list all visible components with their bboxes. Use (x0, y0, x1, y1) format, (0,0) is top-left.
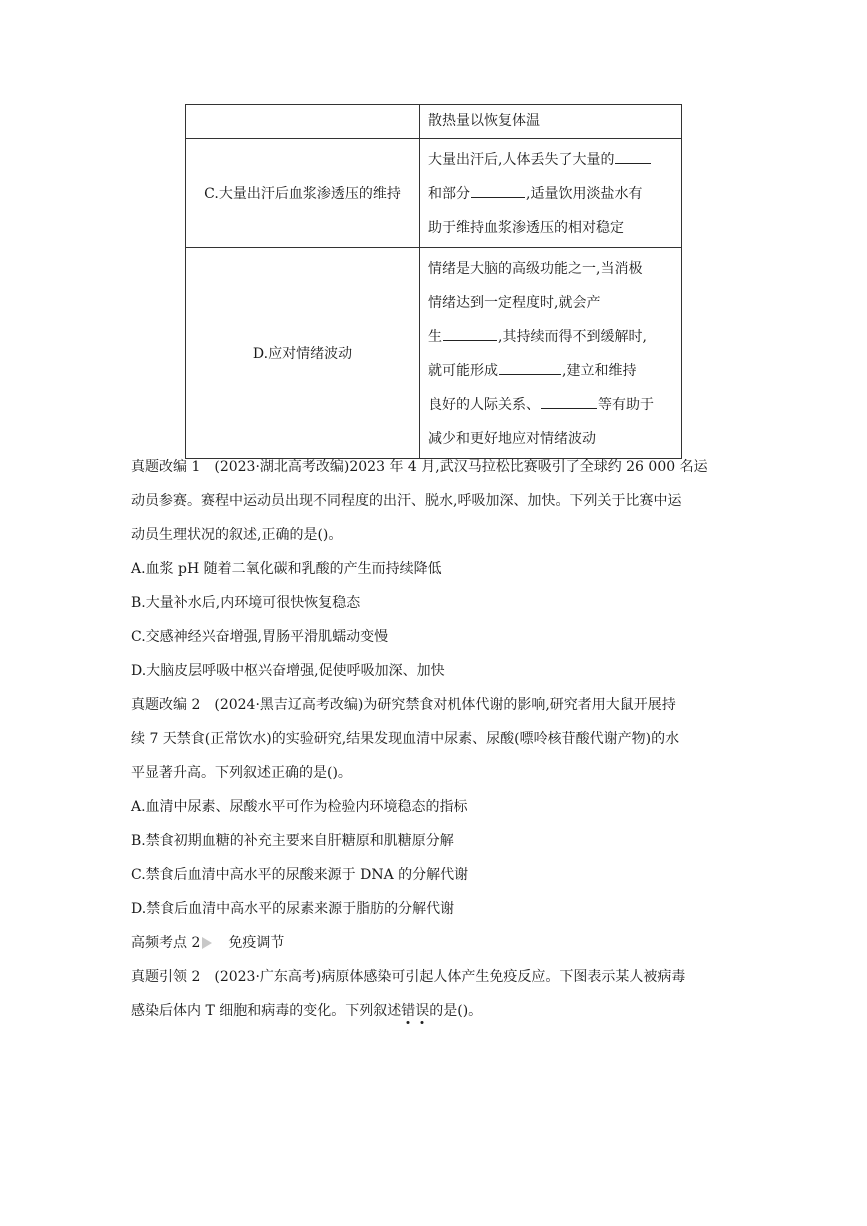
question-label: 真题改编 2 (131, 697, 201, 713)
fill-blank[interactable] (443, 326, 497, 341)
question-label: 真题引领 2 (131, 969, 201, 985)
question-stem: 续 7 天禁食(正常饮水)的实验研究,结果发现血清中尿素、尿酸(嘌呤核苷酸代谢产物)的水 (131, 731, 680, 747)
table-row (186, 139, 682, 248)
fill-blank[interactable] (499, 360, 561, 375)
fill-blank[interactable] (471, 183, 525, 198)
option-b[interactable]: B.大量补水后,内环境可很快恢复稳态 (131, 595, 361, 611)
question-stem: 动员参赛。赛程中运动员出现不同程度的出汗、脱水,呼吸加深、加快。下列关于比赛中运 (131, 493, 682, 509)
question-stem: 感染后体内 T 细胞和病毒的变化。下列叙述错误的是()。 (131, 1003, 483, 1019)
question-stem: 动员生理状况的叙述,正确的是()。 (131, 527, 343, 543)
option-c[interactable]: C.禁食后血清中高水平的尿酸来源于 DNA 的分解代谢 (131, 867, 469, 883)
option-b[interactable]: B.禁食初期血糖的补充主要来自肝糖原和肌糖原分解 (131, 833, 454, 849)
table-row (186, 105, 682, 139)
question-stem: 平显著升高。下列叙述正确的是()。 (131, 765, 352, 781)
option-a[interactable]: A.血清中尿素、尿酸水平可作为检验内环境稳态的指标 (131, 799, 468, 815)
question-stem: 真题改编 2 (2024·黑吉辽高考改编)为研究禁食对机体代谢的影响,研究者用大鼠开展持 (131, 697, 676, 713)
table-cell-text: 大量出汗后,人体丢失了大量的 和部分 ,适量饮用淡盐水有 助于维持血浆渗透压的相对稳定 (420, 139, 682, 248)
section-title: 免疫调节 (228, 935, 285, 951)
option-d[interactable]: D.禁食后血清中高水平的尿素来源于脂肪的分解代谢 (131, 901, 455, 917)
emphasis-char: 错 (401, 1003, 416, 1019)
fill-blank[interactable] (541, 394, 597, 409)
option-c[interactable]: C.交感神经兴奋增强,胃肠平滑肌蠕动变慢 (131, 629, 389, 645)
table-cell-topic: C.大量出汗后血浆渗透压的维持 (186, 139, 420, 248)
table-cell-empty (186, 105, 420, 139)
comparison-table (185, 104, 682, 459)
section-label: 高频考点 2 (131, 935, 201, 951)
table-cell-topic: D.应对情绪波动 (186, 248, 420, 459)
fill-blank[interactable] (615, 149, 651, 164)
question-stem: 真题改编 1 (2023·湖北高考改编)2023 年 4 月,武汉马拉松比赛吸引了全球约 26 000 名运 (131, 459, 708, 475)
question-block (131, 450, 741, 1028)
arrow-right-icon (202, 937, 212, 949)
table-row (186, 248, 682, 459)
question-stem: 真题引领 2 (2023·广东高考)病原体感染可引起人体产生免疫反应。下图表示某人被病毒 (131, 969, 686, 985)
option-d[interactable]: D.大脑皮层呼吸中枢兴奋增强,促使呼吸加深、加快 (131, 663, 445, 679)
table-cell-text: 散热量以恢复体温 (420, 105, 682, 139)
section-heading (131, 926, 741, 960)
option-a[interactable]: A.血浆 pH 随着二氧化碳和乳酸的产生而持续降低 (131, 561, 442, 577)
emphasis-char: 误 (415, 1003, 430, 1019)
table-cell-text: 情绪是大脑的高级功能之一,当消极 情绪达到一定程度时,就会产 生 ,其持续而得不到缓解时, 就可能形成 ,建立和维持 良好的人际关系、 等有助于 减少和更好地应对情绪波动 (420, 248, 682, 459)
question-label: 真题改编 1 (131, 459, 201, 475)
